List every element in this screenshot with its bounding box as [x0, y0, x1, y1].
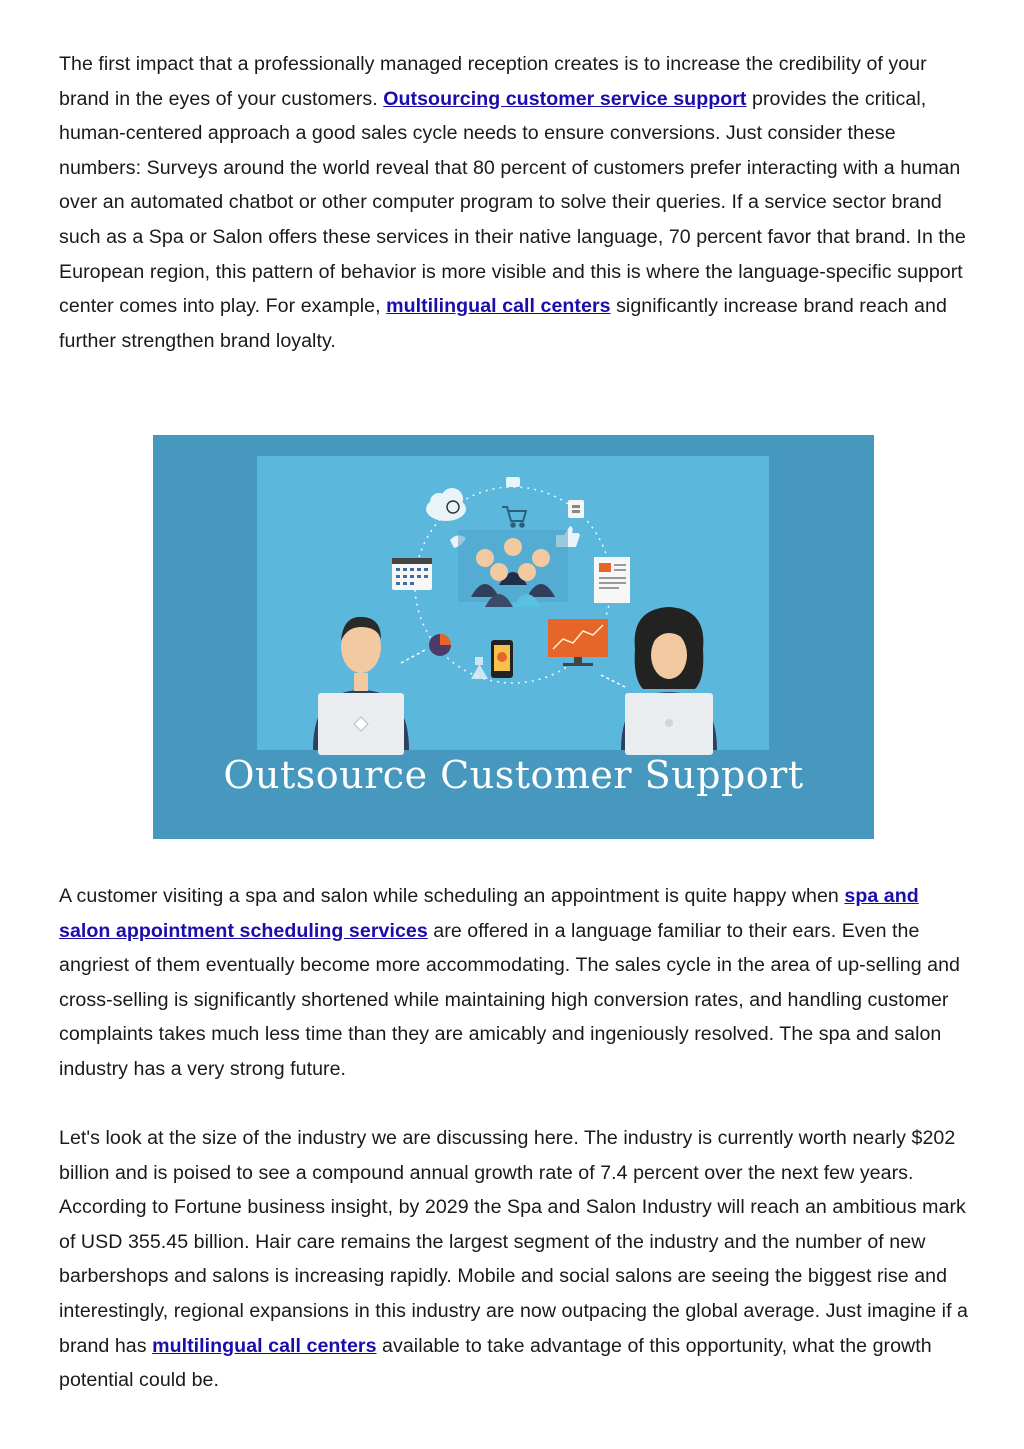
calendar-icon [392, 558, 432, 590]
link-multilingual-call-centers[interactable]: multilingual call centers [386, 295, 611, 318]
cloud-icon [426, 488, 466, 521]
support-agent-woman [621, 607, 717, 755]
paragraph-text: The first impact that a professionally managed reception creates is to increase the credibility of your brand in the eyes of your customers. [59, 53, 927, 110]
analytics-monitor-icon [548, 619, 608, 666]
mobile-phone-icon [491, 640, 513, 678]
link-spa-salon-appointment-scheduling[interactable]: spa and salon appointment scheduling services [59, 885, 919, 942]
paragraph-text: are offered in a language familiar to their ears. Even the angriest of them eventually become more accommodating. The sales cycle in the area of up-selling and cross-selling is significantly shortened while maintaining high conversion rates, and handling customer complaints takes much less time than they are amicably and ingeniously resolved. The spa and salon industry has a very strong future. [59, 919, 960, 1080]
paragraph-credibility [59, 47, 971, 358]
camera-icon [506, 477, 520, 487]
shopping-cart-icon [502, 507, 526, 527]
paragraph-text: A customer visiting a spa and salon while scheduling an appointment is quite happy when [59, 885, 845, 907]
link-outsourcing-customer-service-support[interactable]: Outsourcing customer service support [383, 87, 747, 110]
paragraph-text: Let's look at the size of the industry we are discussing here. The industry is currently worth nearly $202 billion and is poised to see a compound annual growth rate of 7.4 percent over the next few years. According to Fortune business insight, by 2029 the Spa and Salon Industry will reach an ambitious mark of USD 355.45 billion. Hair care remains the largest segment of the industry and the number of new barbershops and salons is increasing rapidly. Mobile and social salons are seeing the biggest rise and interestingly, regional expansions in this industry are now outpacing the global average. Just imagine if a brand has [59, 1127, 969, 1357]
link-multilingual-call-centers-2[interactable]: multilingual call centers [152, 1334, 377, 1357]
illustration-caption: Outsource Customer Support [223, 753, 804, 797]
outsource-customer-support-illustration [153, 435, 874, 839]
pie-chart-icon [429, 634, 451, 656]
paragraph-text: significantly increase brand reach and further strengthen brand loyalty. [59, 295, 947, 352]
flask-icon [471, 657, 488, 679]
team-group-icon [458, 530, 568, 607]
support-agent-man [313, 617, 409, 755]
paragraph-text: available to take advantage of this opportunity, what the growth potential could be. [59, 1334, 932, 1392]
paragraph-text: provides the critical, human-centered approach a good sales cycle needs to ensure conversions. Just consider these numbers: Surveys around the world reveal that 80 percent of customers prefer interacting with a human over an automated chatbot or other computer program to solve their queries. If a service sector brand such as a Spa or Salon offers these services in their native language, 70 percent favor that brand. In the European region, this pattern of behavior is more visible and this is where the language-specific support center comes into play. For example, [59, 87, 966, 318]
report-document-icon [594, 557, 630, 603]
paragraph-industry-size [59, 1121, 971, 1398]
paragraph-spa-salon [59, 879, 971, 1087]
clipboard-icon [568, 500, 584, 518]
